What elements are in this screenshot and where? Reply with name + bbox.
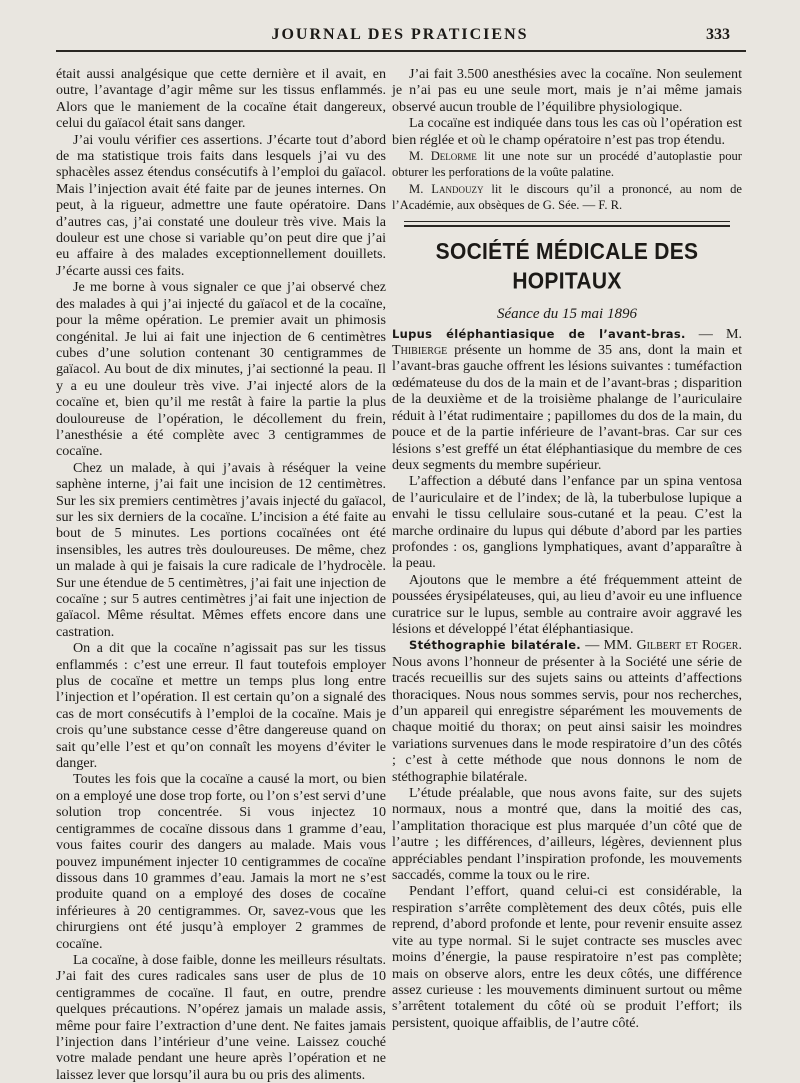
paragraph: Toutes les fois que la cocaïne a causé la mort, ou bien on a employé une dose trop forte, ou l’on s’est servi d’une solution trop concentrée. Si vous injectez 10 centigrammes de cocaïne dissous dans 1 gramme d’eau, vous faites courir des dangers au malade. Mais vous pouvez impunément injecter 10 centigrammes de cocaïne dissous dans 10 grammes d’eau. Jamais la mort ne s’est produite quand on a employé des doses de cocaïne inférieures à 20 centigrammes. Or, savez-vous que les chirurgiens ont été jusqu’à employer 2 grammes de cocaïne.: [56, 771, 386, 952]
paragraph: Ajoutons que le membre a été fréquemment atteint de poussées érysipélateuses, qui, au lieu d’avoir eu une influence curatrice sur le lupus, semble au contraire avoir aggravé les lésions et développé l’état éléphantiasique.: [392, 571, 742, 637]
note-delorme: [392, 148, 742, 181]
page-number: 333: [706, 26, 730, 43]
separator: — MM.: [580, 637, 637, 654]
left-column: [56, 66, 386, 1083]
author-names: Gilbert et Roger.: [636, 637, 742, 654]
paragraph: L’affection a débuté dans l’enfance par un spina ventosa de l’auriculaire et de l’index; de là, la tuberbulose lupique a envahi le tissu cellulaire sous-cutané et la peau. C’est la marche ordinaire du lupus qui débute d’abord par les parties profondes : os, ganglions lymphatiques, avant d’apparaître à la peau.: [392, 473, 742, 572]
seance-date: Séance du 15 mai 1896: [497, 305, 637, 322]
note-landouzy: [392, 181, 742, 214]
separator: — M.: [685, 325, 743, 342]
note-text: lit une note sur un procédé d’autoplastie pour obturer les perforations de la voûte palatine.: [392, 149, 742, 180]
paragraph: On a dit que la cocaïne n’agissait pas sur les tissus enflammés : c’est une erreur. Il faut toutefois employer plus de cocaïne et mettre un temps plus long entre l’injection et l’opération. Il est certain qu’on a signalé des cas de mort consécutifs à l’emploi de la cocaïne. Mais je crois qu’une substance cesse d’être dangereuse quand on sait qu’elle l’est et qu’on connaît les moyens d’éviter le danger.: [56, 640, 386, 772]
paragraph: La cocaïne est indiquée dans tous les cas où l’opération est bien réglée et où le champ opératoire n’est pas trop étendu.: [392, 115, 742, 148]
article-stethographie: [392, 637, 742, 785]
running-head: [0, 24, 800, 48]
paragraph: La cocaïne, à dose faible, donne les meilleurs résultats. J’ai fait des cures radicales sans user de plus de 10 centigrammes de cocaïne. Il faut, en outre, prendre quelques précautions. N’opérez jamais un malade assis, même pour faire l’extraction d’une dent. Ne faites jamais l’injection dans l’intérieur d’une veine. Laissez couché votre malade pendant une heure après l’opération et ne laissez lever que lorsqu’il aura bu ou pris des aliments.: [56, 951, 386, 1083]
header-rule: [56, 50, 746, 52]
right-column: [392, 66, 742, 1031]
section-title: SOCIÉTÉ MÉDICALE DES HOPITAUX: [435, 238, 699, 294]
note-text: lit le discours qu’il a prononcé, au nom de l’Académie, aux obsèques de G. Sée. — F. R.: [392, 181, 742, 213]
article-text: présente un homme de 35 ans, dont la main et l’avant-bras gauche offrent les lésions suivantes : tuméfaction œdémateuse du dos de la main et de l’avant-bras ; disparition de la deuxième et de la troisième phalange de l’auriculaire réduit à l’état rudimentaire ; papillomes du dos de la main, du pouce et de la partie inférieure de l’avant-bras. Car sur ces lésions s’est greffé un état éléphantiasique du membre de ces deux segments du membre supérieur.: [392, 342, 742, 473]
note-author: M. Delorme: [409, 149, 477, 164]
paragraph: Je me borne à vous signaler ce que j’ai observé chez des malades à qui j’ai injecté du gaïacol et de la cocaïne, pour la même opération. Le premier avait un phimosis congénital. Je lui ai fait une injection de 6 centimètres cubes d’une solution contenant 30 centigrammes de gaïacol. Au bout de dix minutes, j’ai sectionné la peau. Il y a eu une douleur très vive. J’ai injecté alors de la cocaïne et, bien qu’il me restât à faire la partie la plus douloureuse de l’opération, le décollement du frein, l’anesthésie a été complète avec 3 centigrammes de cocaïne.: [56, 279, 386, 460]
paragraph: J’ai voulu vérifier ces assertions. J’écarte tout d’abord de ma statistique trois faits dans lesquels j’ai vu des sphacèles assez étendus consécutifs à l’emploi du gaïacol. Mais l’injection avait été faite par de jeunes internes. On peut, à la rigueur, admettre une faute opératoire. Dans d’autres cas, j’ai constaté une douleur très vive. Mais la douleur est une chose si variable qu’on peut dire que j’ai eu affaire à des malades exceptionnellement douillets. J’écarte aussi ces faits.: [56, 131, 386, 279]
paragraph: Pendant l’effort, quand celui-ci est considérable, la respiration s’arrête complètement des deux côtés, puis elle reprend, d’abord profonde et lente, pour revenir ensuite assez vite au type normal. Si le sujet contracte ses muscles avec moins d’énergie, la pause respiratoire n’est pas complète; mais on observe alors, entre les deux côtés, une différence assez curieuse : les mouvements diminuent surtout ou même s’arrêtent totalement du côté où se produit l’effort; ils persistent, quoique affaiblis, de l’autre côté.: [392, 883, 742, 1031]
section-rule: [404, 221, 730, 227]
journal-title: JOURNAL DES PRATICIENS: [271, 26, 529, 43]
article-text: Nous avons l’honneur de présenter à la Société une série de tracés recueillis sur des sujets sains ou atteints d’affections thoraciques. Nous nous sommes servis, pour nos recherches, d’un appareil qui enregistre séparément les mouvements de chaque moitié du thorax; on peut ainsi saisir les moindres variations survenues dans le mode respiratoire d’un des côtés ; c’est à cette méthode que nous donnons le nom de stéthographie bilatérale.: [392, 653, 742, 785]
author-name: Thibierge: [392, 342, 448, 359]
note-author: M. Landouzy: [409, 181, 484, 196]
article-lupus: [392, 326, 742, 474]
paragraph: Chez un malade, à qui j’avais à réséquer la veine saphène interne, j’ai fait une incision de 12 centimètres. Sur les six premiers centimètres j’avais injecté du gaïacol, sur les six derniers de la cocaïne. L’incision a été faite au bout de 5 minutes. Les portions cocaïnées ont été insensibles, les autres très douloureuses. De même, chez un malade à qui je faisais la cure radicale de l’hydrocèle. Sur une étendue de 5 centimètres, j’ai fait une injection de cocaïne ; sur 5 autres centimètres j’ai fait une injection de gaïacol. Même résultat. Mêmes effets encore dans une castration.: [56, 459, 386, 640]
topic-heading: Lupus éléphantiasique de l’avant-bras.: [392, 326, 686, 341]
paragraph: L’étude préalable, que nous avons faite, sur des sujets normaux, nous a montré que, dans la moitié des cas, l’amplitation thoracique est plus marquée d’un côté que de l’autre ; les différences, d’ailleurs, légères, deviennent plus appréciables pendant l’inspiration profonde, les mouvements saccadés, comme la toux ou le rire.: [392, 785, 742, 884]
topic-heading: Stéthographie bilatérale.: [409, 638, 581, 653]
paragraph: J’ai fait 3.500 anesthésies avec la cocaïne. Non seulement je n’ai pas eu une seule mort, mais je n’ai même jamais observé aucun trouble de l’équilibre physiologique.: [392, 66, 742, 115]
paragraph: était aussi analgésique que cette dernière et il avait, en outre, l’avantage d’agir même sur les tissus enflammés. Alors que le maniement de la cocaïne était dangereux, celui du gaïacol était sans danger.: [56, 66, 386, 132]
